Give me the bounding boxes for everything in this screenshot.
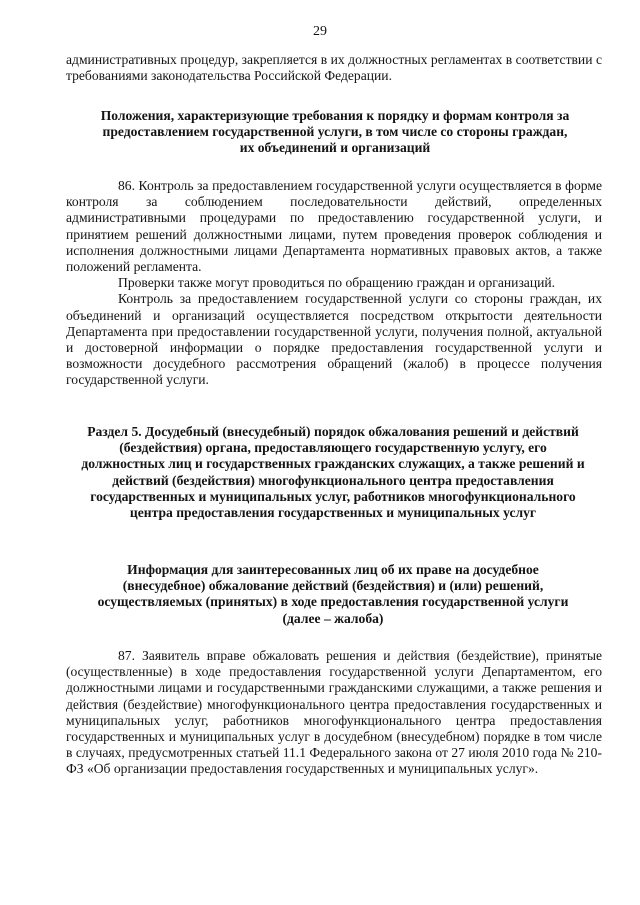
paragraph-86: 86. Контроль за предоставлением государственной услуги осуществляется в форме контроля за соблюдением последовательности действий, определенных административными процедурами по предоставлению государственной услуги, и принятием решений должностными лицами, путем проведения проверок соблюдения и исполнения должностными лицами Департамента нормативных правовых актов, а также положений регламента. — [66, 178, 602, 275]
paragraph-checks: Проверки также могут проводиться по обращению граждан и организаций. — [118, 275, 556, 291]
heading-section-5: Раздел 5. Досудебный (внесудебный) порядок обжалования решений и действий (бездействия) органа, предоставляющего государственную услугу, его должностных лиц и государственных гражданских служащих, а также решений и действий (бездействия) многофункционального центра предоставления государственных и муниципальных услуг, работников многофункционального центра предоставления государственных и муниципальных услуг — [81, 424, 585, 521]
heading-control-requirements: Положения, характеризующие требования к порядку и формам контроля за предоставлением государственной услуги, в том числе со стороны граждан, их объединений и организаций — [100, 108, 570, 156]
page-number: 29 — [313, 24, 327, 39]
paragraph-public-control: Контроль за предоставлением государственной услуги со стороны граждан, их объединений и организаций осуществляется посредством открытости деятельности Департамента при предоставлении государственной услуги, получения полной, актуальной и достоверной информации о порядке предоставления государственной услуги и возможности досудебного рассмотрения обращений (жалоб) в процессе получения государственной услуги. — [66, 291, 602, 388]
intro-paragraph: административных процедур, закрепляется в их должностных регламентах в соответствии с требованиями законодательства Российской Федерации. — [66, 52, 602, 84]
heading-complaint-info: Информация для заинтересованных лиц об их праве на досудебное (внесудебное) обжалование действий (бездействия) и (или) решений, осуществляемых (принятых) в ходе предоставления государственной услуги (далее – жалоба) — [97, 562, 569, 626]
paragraph-87: 87. Заявитель вправе обжаловать решения и действия (бездействие), принятые (осуществленные) в ходе предоставления государственной услуги Департаментом, его должностными лицами и государственными гражданскими служащими, а также решения и действия (бездействие) многофункционального центра предоставления государственных и муниципальных услуг, работников многофункционального центра предоставления государственных и муниципальных услуг в досудебном (внесудебном) порядке в том числе в случаях, предусмотренных статьей 11.1 Федерального закона от 27 июля 2010 года № 210-ФЗ «Об организации предоставления государственных и муниципальных услуг». — [66, 648, 602, 777]
